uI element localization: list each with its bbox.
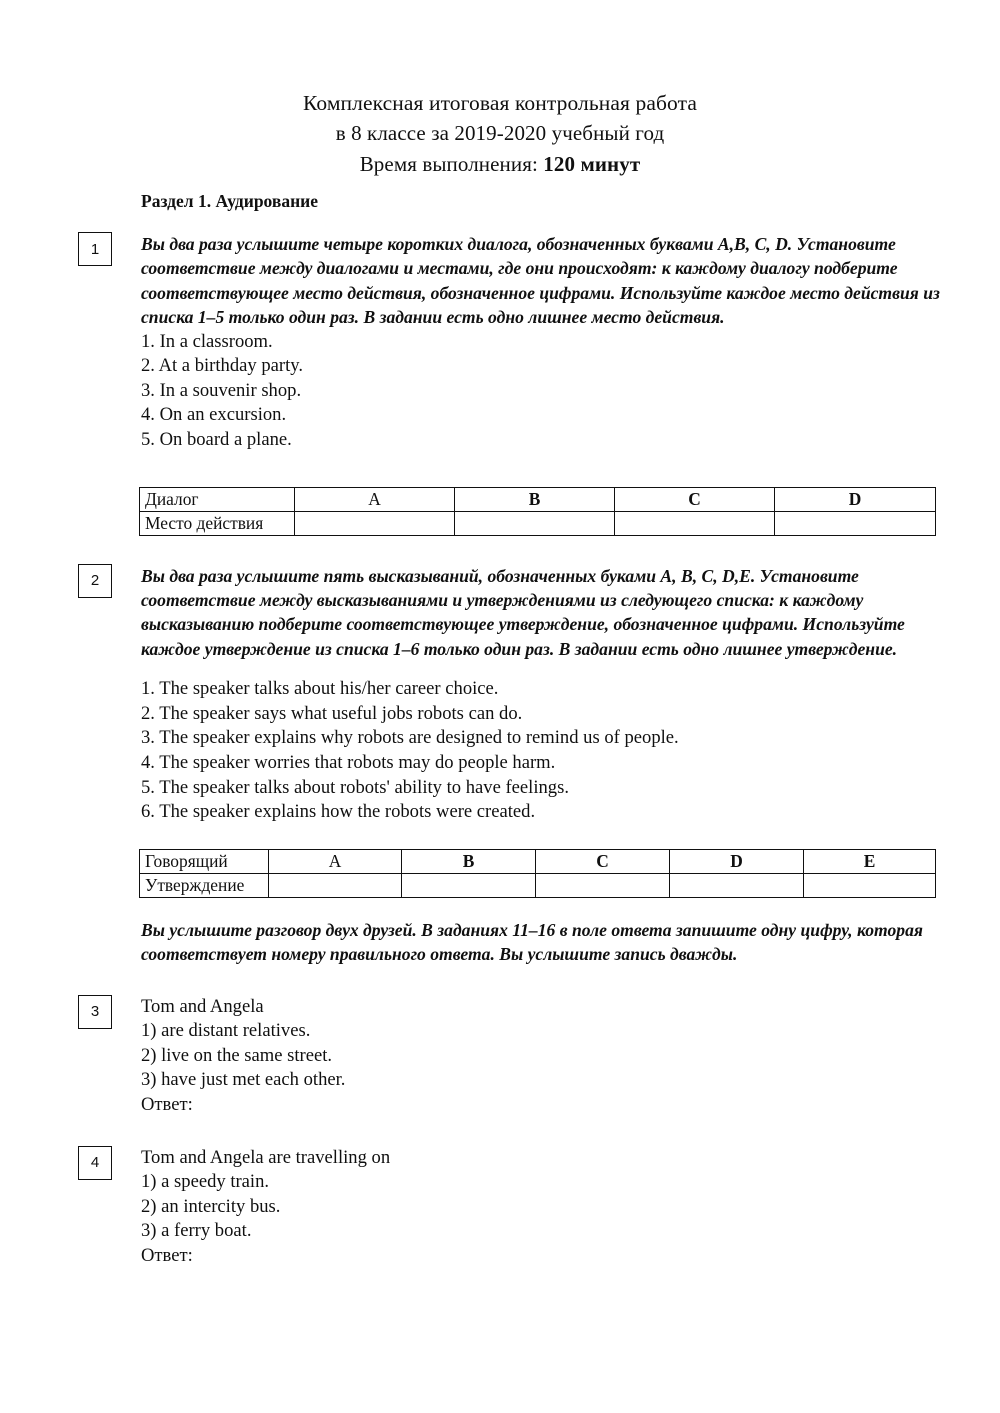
task-1-column-header-d: D	[775, 487, 936, 511]
list-item: 4. On an excursion.	[141, 404, 287, 426]
list-item: 1. In a classroom.	[141, 330, 273, 352]
task-2-answer-cell-b[interactable]	[402, 873, 536, 897]
task-4-option-list	[141, 1170, 940, 1244]
task-2-answer-cell-a[interactable]	[269, 873, 402, 897]
list-item[interactable]: 3) have just met each other.	[141, 1069, 346, 1091]
task-1-answer-cell-a[interactable]	[295, 511, 455, 535]
task-2-instruction: Вы два раза услышите пять высказываний, обозначенных буками A, B, C, D,E. Установите соответствие между высказываниями и утверждениями из следующего списка: к каждому высказыванию подберите соответствующее утверждение, обозначенное цифрами. Используйте каждое утверждение из списка 1–6 только один раз. В задании есть одно лишнее утверждение.	[141, 565, 905, 659]
task-1	[78, 232, 940, 453]
task-number-badge-2: 2	[78, 564, 112, 598]
task-1-answer-cell-c[interactable]	[615, 511, 775, 535]
task-4-answer-field[interactable]	[141, 1244, 940, 1269]
task-3-stem: Tom and Angela	[141, 995, 264, 1017]
task-1-column-header-a: A	[295, 487, 455, 511]
list-item: 5. The speaker talks about robots' ability to have feelings.	[141, 776, 569, 798]
task-1-table-rowhead-place: Место действия	[140, 511, 295, 535]
task-2	[78, 564, 940, 825]
task-number-badge-3: 3	[78, 995, 112, 1029]
list-item: 3. The speaker explains why robots are designed to remind us of people.	[141, 727, 679, 749]
task-4	[78, 1146, 940, 1269]
task-2-answer-cell-c[interactable]	[536, 873, 670, 897]
time-limit-line	[0, 149, 1000, 180]
task-4-answer-label: Ответ:	[141, 1244, 193, 1266]
list-item: 2. The speaker says what useful jobs robots can do.	[141, 702, 523, 724]
time-limit-label: Время выполнения:	[359, 152, 538, 176]
task-1-body	[141, 232, 940, 453]
task-2-option-list	[141, 677, 940, 825]
task-number-badge-1: 1	[78, 232, 112, 266]
task-2-answer-cell-e[interactable]	[804, 873, 936, 897]
list-item: 3. In a souvenir shop.	[141, 379, 302, 401]
table-row	[140, 511, 936, 535]
task-number-badge-4: 4	[78, 1146, 112, 1180]
list-item: 5. On board a plane.	[141, 429, 292, 450]
list-item[interactable]: 2) live on the same street.	[141, 1044, 333, 1066]
task-4-body	[141, 1146, 940, 1269]
table-row	[140, 849, 936, 873]
dialogue-intro-body	[141, 918, 940, 967]
task-2-answer-cell-d[interactable]	[670, 873, 804, 897]
task-1-table-rowhead-dialogue: Диалог	[140, 487, 295, 511]
task-1-answer-cell-b[interactable]	[455, 511, 615, 535]
table-row	[140, 487, 936, 511]
list-item: 4. The speaker worries that robots may do people harm.	[141, 752, 556, 773]
page-subtitle: в 8 классе за 2019-2020 учебный год	[335, 121, 665, 145]
task-3-option-list	[141, 1019, 940, 1093]
task-3-answer-label: Ответ:	[141, 1093, 193, 1115]
task-2-column-header-e: E	[804, 849, 936, 873]
list-item: 6. The speaker explains how the robots were created.	[141, 801, 536, 823]
list-item[interactable]: 1) a speedy train.	[141, 1171, 270, 1193]
task-2-table-rowhead-speaker: Говорящий	[140, 849, 269, 873]
task-2-column-header-c: C	[536, 849, 670, 873]
task-2-column-header-a: A	[269, 849, 402, 873]
task-3-body	[141, 995, 940, 1118]
task-1-answer-table	[139, 487, 936, 536]
task-1-option-list	[141, 330, 940, 453]
section-heading-listening: Раздел 1. Аудирование	[141, 191, 318, 211]
task-2-column-header-d: D	[670, 849, 804, 873]
task-1-column-header-c: C	[615, 487, 775, 511]
list-item: 2. At a birthday party.	[141, 355, 303, 377]
document-title-block	[0, 0, 1000, 180]
task-1-instruction: Вы два раза услышите четыре коротких диалога, обозначенных буквами A,B, C, D. Установите соответствие между диалогами и местами, где они происходят: к каждому диалогу подберите соответствующее место действия, обозначенное цифрами. Используйте каждое место действия из списка 1–5 только один раз. В задании есть одно лишнее место действия.	[141, 234, 940, 328]
task-2-table-rowhead-statement: Утверждение	[140, 873, 269, 897]
task-4-stem: Tom and Angela are travelling on	[141, 1146, 391, 1168]
dialogue-intro-block	[78, 918, 940, 967]
task-3	[78, 995, 940, 1118]
table-row	[140, 873, 936, 897]
list-item[interactable]: 3) a ferry boat.	[141, 1220, 252, 1242]
task-2-answer-table	[139, 849, 936, 898]
time-limit-value: 120 минут	[543, 152, 641, 176]
task-1-answer-cell-d[interactable]	[775, 511, 936, 535]
task-1-column-header-b: B	[455, 487, 615, 511]
list-item: 1. The speaker talks about his/her career choice.	[141, 678, 499, 700]
list-item[interactable]: 1) are distant relatives.	[141, 1020, 311, 1042]
task-2-column-header-b: B	[402, 849, 536, 873]
dialogue-intro-text: Вы услышите разговор двух друзей. В заданиях 11–16 в поле ответа запишите одну цифру, которая соответствует номеру правильного ответа. Вы услышите запись дважды.	[141, 919, 923, 965]
list-item[interactable]: 2) an intercity bus.	[141, 1195, 281, 1217]
page-title: Комплексная итоговая контрольная работа	[303, 91, 697, 115]
task-2-body	[141, 564, 940, 825]
task-3-answer-field[interactable]	[141, 1093, 940, 1118]
